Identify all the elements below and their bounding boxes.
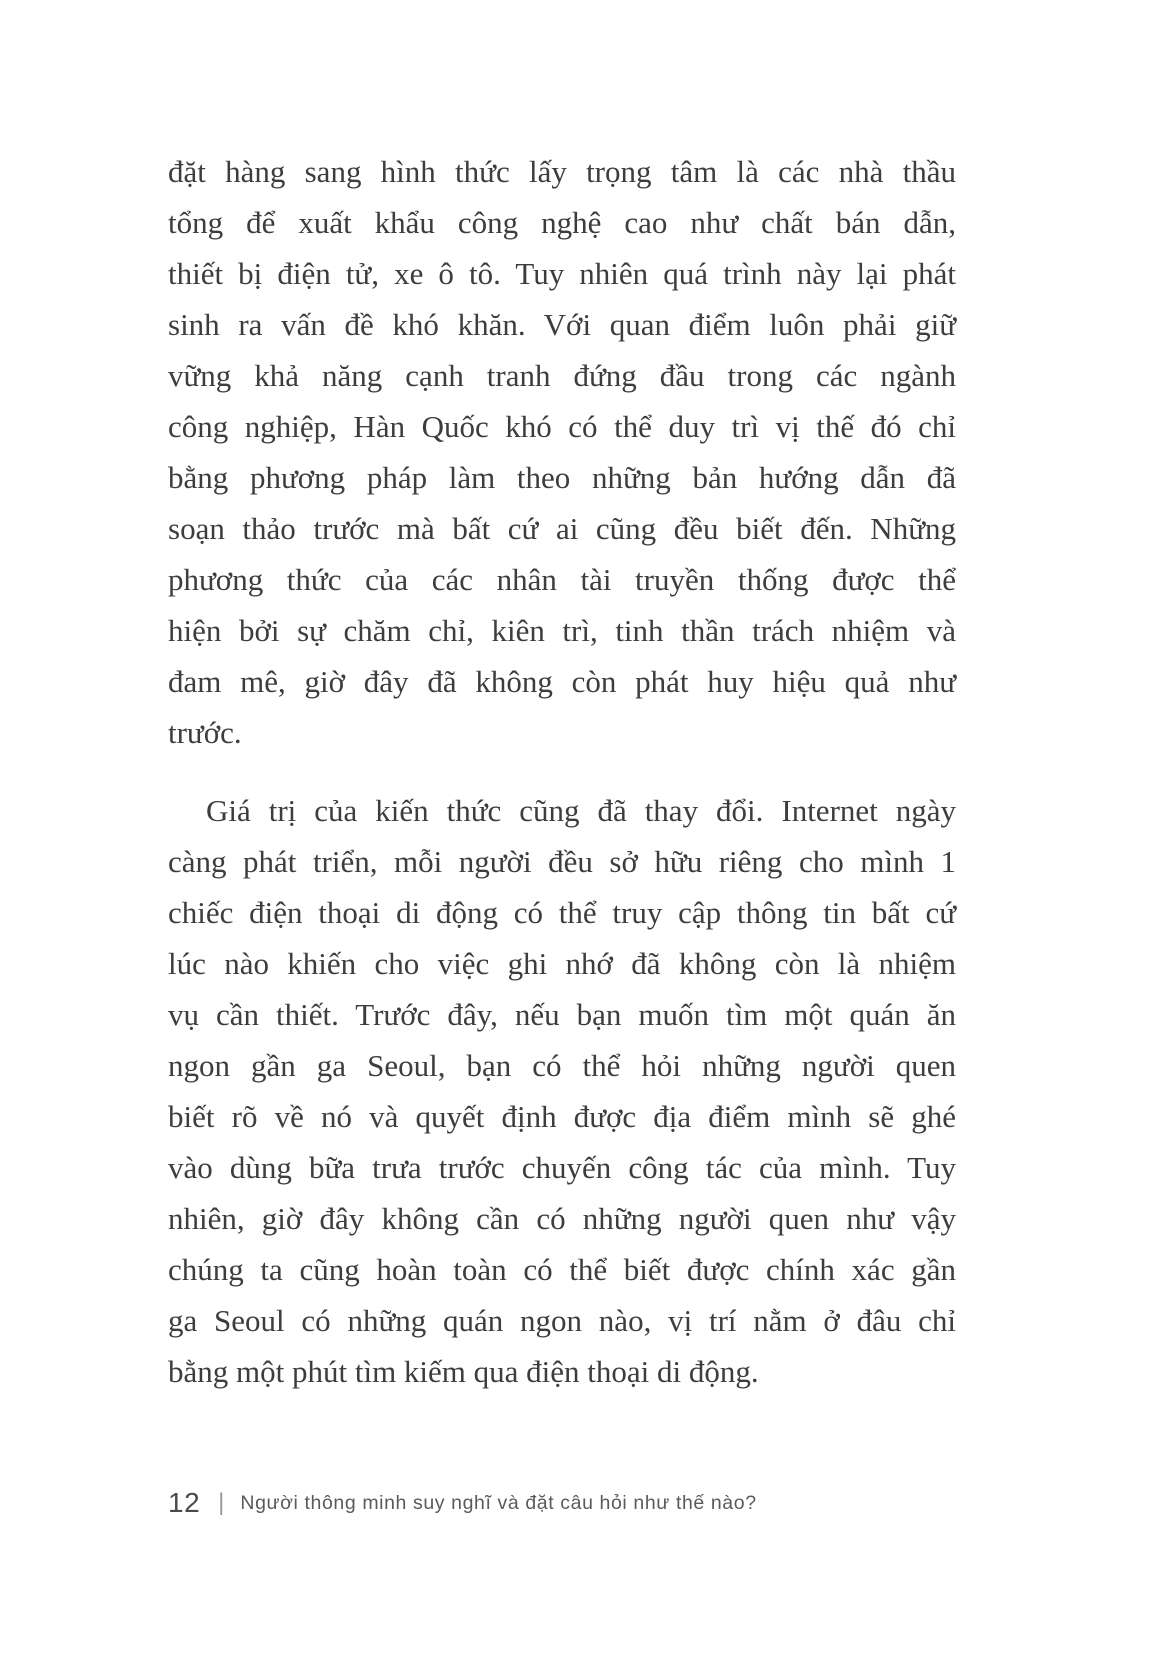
text-line: thiết bị điện tử, xe ô tô. Tuy nhiên quá trình này lại phát xyxy=(168,256,956,291)
text-line: vào dùng bữa trưa trước chuyến công tác của mình. Tuy xyxy=(168,1150,956,1185)
text-line: bằng phương pháp làm theo những bản hướng dẫn đã xyxy=(168,460,956,495)
page-number: 12 xyxy=(168,1487,201,1518)
text-line: sinh ra vấn đề khó khăn. Với quan điểm luôn phải giữ xyxy=(168,307,956,342)
text-line: soạn thảo trước mà bất cứ ai cũng đều biết đến. Những xyxy=(168,511,956,546)
text-line: biết rõ về nó và quyết định được địa điểm mình sẽ ghé xyxy=(168,1099,956,1134)
text-line: công nghiệp, Hàn Quốc khó có thể duy trì vị thế đó chỉ xyxy=(168,409,956,444)
text-line: tổng để xuất khẩu công nghệ cao như chất bán dẫn, xyxy=(168,205,956,240)
paragraph xyxy=(168,146,956,758)
running-title: Người thông minh suy nghĩ và đặt câu hỏi như thế nào? xyxy=(240,1491,757,1514)
text-line: nhiên, giờ đây không cần có những người quen như vậy xyxy=(168,1201,956,1236)
paragraph xyxy=(168,785,956,1397)
text-line: vụ cần thiết. Trước đây, nếu bạn muốn tìm một quán ăn xyxy=(168,997,956,1032)
text-line: đam mê, giờ đây đã không còn phát huy hiệu quả như xyxy=(168,664,956,699)
text-line: lúc nào khiến cho việc ghi nhớ đã không còn là nhiệm xyxy=(168,946,956,981)
text-block xyxy=(168,146,956,1397)
text-line: chiếc điện thoại di động có thể truy cập thông tin bất cứ xyxy=(168,895,956,930)
text-line: Giá trị của kiến thức cũng đã thay đổi. Internet ngày xyxy=(206,793,956,828)
text-line: đặt hàng sang hình thức lấy trọng tâm là các nhà thầu xyxy=(168,154,956,189)
footer-separator: | xyxy=(218,1489,225,1516)
text-line: trước. xyxy=(168,715,242,750)
text-line: chúng ta cũng hoàn toàn có thể biết được chính xác gần xyxy=(168,1252,956,1287)
text-line: vững khả năng cạnh tranh đứng đầu trong các ngành xyxy=(168,358,956,393)
text-line: hiện bởi sự chăm chỉ, kiên trì, tinh thần trách nhiệm và xyxy=(168,613,956,648)
footer xyxy=(168,1487,757,1519)
text-line: ga Seoul có những quán ngon nào, vị trí nằm ở đâu chỉ xyxy=(168,1303,956,1338)
text-line: càng phát triển, mỗi người đều sở hữu riêng cho mình 1 xyxy=(168,844,956,879)
text-line: bằng một phút tìm kiếm qua điện thoại di động. xyxy=(168,1354,759,1389)
text-line: ngon gần ga Seoul, bạn có thể hỏi những người quen xyxy=(168,1048,956,1083)
text-line: phương thức của các nhân tài truyền thống được thể xyxy=(168,562,956,597)
